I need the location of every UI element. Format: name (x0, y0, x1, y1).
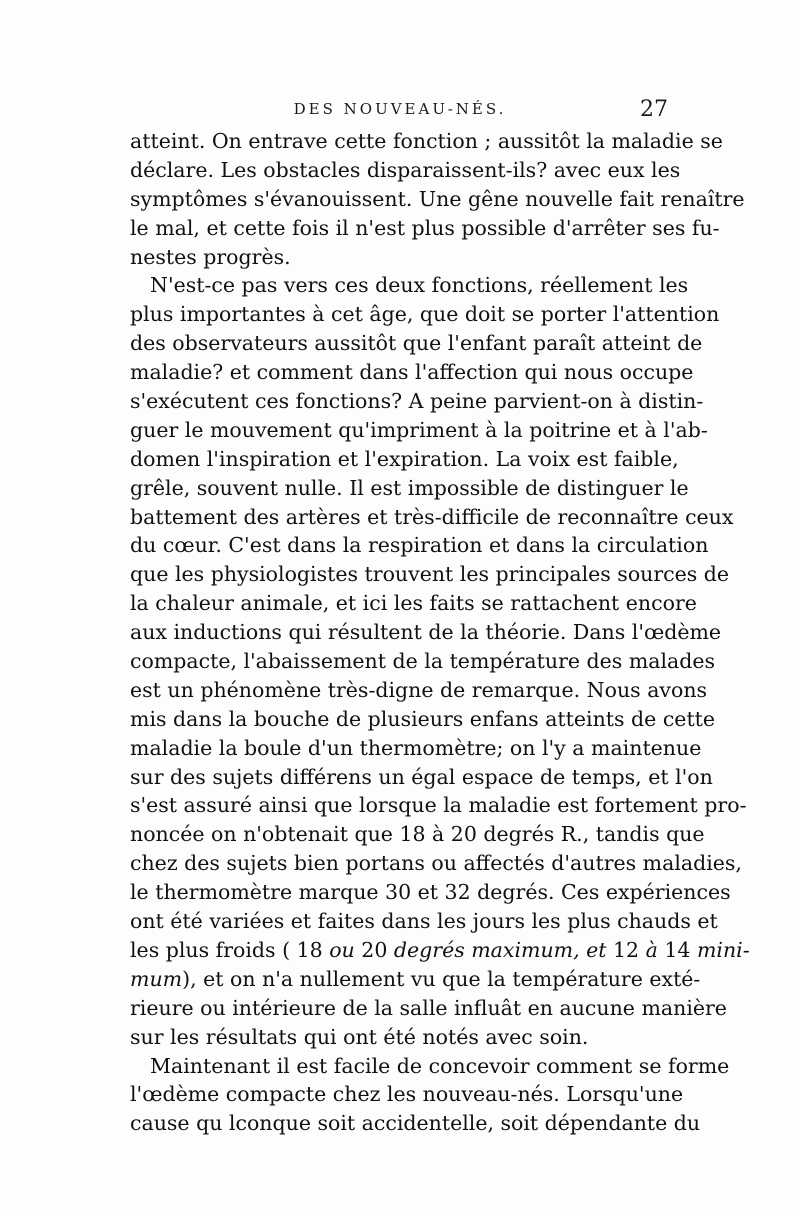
text-line: s'est assuré ainsi que lorsque la maladie est fortement pro- (130, 793, 747, 818)
text-run: 14 (657, 937, 697, 962)
text-line: symptômes s'évanouissent. Une gêne nouvelle fait renaître (130, 186, 745, 211)
text-line: sur les résultats qui ont été notés avec soin. (130, 1024, 589, 1049)
text-line: l'œdème compacte chez les nouveau-nés. Lorsqu'une (130, 1082, 684, 1107)
text-line: maladie la boule d'un thermomètre; on l'y a maintenue (130, 735, 702, 760)
italic-run: mum (130, 966, 183, 991)
text-line: le thermomètre marque 30 et 32 degrés. Ces expériences (130, 880, 731, 905)
italic-run: degrés maximum, et (393, 937, 607, 962)
text-line: plus importantes à cet âge, que doit se porter l'attention (130, 302, 720, 327)
text-line-with-italics (130, 936, 750, 965)
text-line: mis dans la bouche de plusieurs enfans atteints de cette (130, 706, 716, 731)
text-line: du cœur. C'est dans la respiration et dans la circulation (130, 533, 709, 558)
text-run: les plus froids ( 18 (130, 937, 330, 962)
text-line: s'exécutent ces fonctions? A peine parvient-on à distin- (130, 389, 704, 414)
text-line: battement des artères et très-difficile de reconnaître ceux (130, 504, 734, 529)
text-line: est un phénomène très-digne de remarque. Nous avons (130, 677, 708, 702)
text-line: maladie? et comment dans l'affection qui nous occupe (130, 360, 694, 385)
text-line: ont été variées et faites dans les jours les plus chauds et (130, 909, 718, 934)
text-line: guer le mouvement qu'impriment à la poitrine et à l'ab- (130, 417, 708, 442)
page-number: 27 (640, 97, 668, 122)
paragraph-start-line: Maintenant il est facile de concevoir comment se forme (150, 1053, 730, 1078)
italic-run: ou (329, 937, 355, 962)
text-line: aux inductions qui résultent de la théorie. Dans l'œdème (130, 620, 722, 645)
text-line: des observateurs aussitôt que l'enfant paraît atteint de (130, 331, 703, 356)
text-line: sur des sujets différens un égal espace de temps, et l'on (130, 764, 713, 789)
text-line: la chaleur animale, et ici les faits se rattachent encore (130, 591, 697, 616)
text-line: cause qu lconque soit accidentelle, soit dépendante du (130, 1111, 701, 1136)
text-run: ), et on n'a nullement vu que la température exté- (182, 966, 701, 991)
text-line: nestes progrès. (130, 244, 291, 269)
text-line: grêle, souvent nulle. Il est impossible de distinguer le (130, 475, 689, 500)
text-line: noncée on n'obtenait que 18 à 20 degrés R., tandis que (130, 822, 705, 847)
page-header (130, 92, 670, 126)
paragraph-start-line: N'est-ce pas vers ces deux fonctions, réellement les (150, 273, 689, 298)
text-line: déclare. Les obstacles disparaissent-ils? avec eux les (130, 157, 681, 182)
text-run: 20 (354, 937, 394, 962)
text-line: que les physiologistes trouvent les principales sources de (130, 562, 730, 587)
running-head: DES NOUVEAU-NÉS. (293, 100, 507, 118)
text-run: 12 (606, 937, 646, 962)
text-line: chez des sujets bien portans ou affectés d'autres maladies, (130, 851, 742, 876)
text-line: le mal, et cette fois il n'est plus possible d'arrêter ses fu- (130, 215, 720, 240)
text-line: rieure ou intérieure de la salle influât en aucune manière (130, 995, 727, 1020)
text-line: domen l'inspiration et l'expiration. La voix est faible, (130, 446, 679, 471)
italic-run: mini- (696, 937, 750, 962)
text-line: atteint. On entrave cette fonction ; aussitôt la maladie se (130, 129, 723, 153)
body-text (130, 127, 750, 1138)
text-line: compacte, l'abaissement de la température des malades (130, 649, 716, 674)
italic-run: à (645, 937, 658, 962)
text-line-with-italics (130, 965, 701, 994)
